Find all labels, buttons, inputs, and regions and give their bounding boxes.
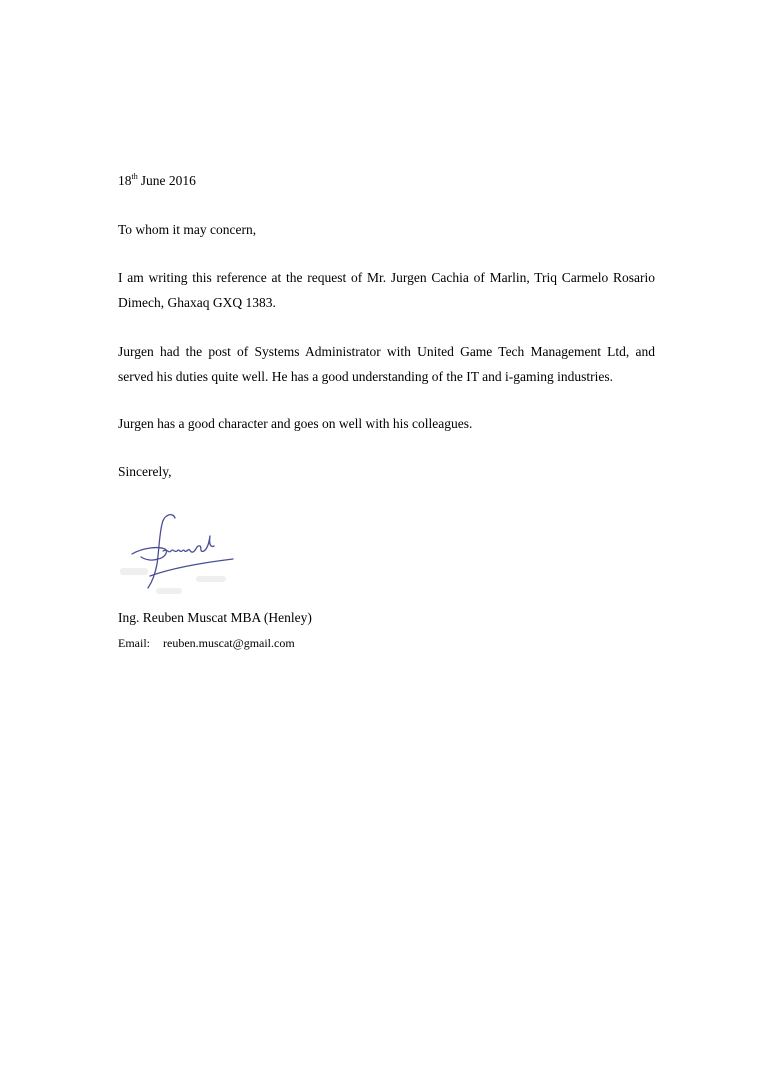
date-suffix: th [131,171,138,181]
date-month-year: June 2016 [140,173,196,188]
paragraph-request: I am writing this reference at the request of Mr. Jurgen Cachia of Marlin, Triq Carmelo Rosario Dimech, Ghaxaq GXQ 1383. [118,270,655,310]
signature-scan-shade-1 [120,568,148,575]
email-line [118,635,295,651]
salutation: To whom it may concern, [118,222,257,237]
date-day: 18 [118,173,132,188]
paragraph-role: Jurgen had the post of Systems Administrator with United Game Tech Management Ltd, and served his duties quite well. He has a good understanding of the IT and i-gaming industries. [118,344,655,384]
signature-scan-shade-3 [196,576,226,582]
signature-scan-shade-2 [156,588,182,594]
email-address: reuben.muscat@gmail.com [163,636,295,650]
signature-stroke-letters [163,536,214,552]
signature-stroke-cross [132,548,166,560]
letter-date [118,172,196,190]
signature-stroke-underline [150,559,233,576]
closing: Sincerely, [118,464,172,479]
email-label: Email: [118,636,150,650]
handwritten-signature [112,510,244,598]
signer-name: Ing. Reuben Muscat MBA (Henley) [118,610,312,625]
paragraph-character: Jurgen has a good character and goes on well with his colleagues. [118,416,473,431]
